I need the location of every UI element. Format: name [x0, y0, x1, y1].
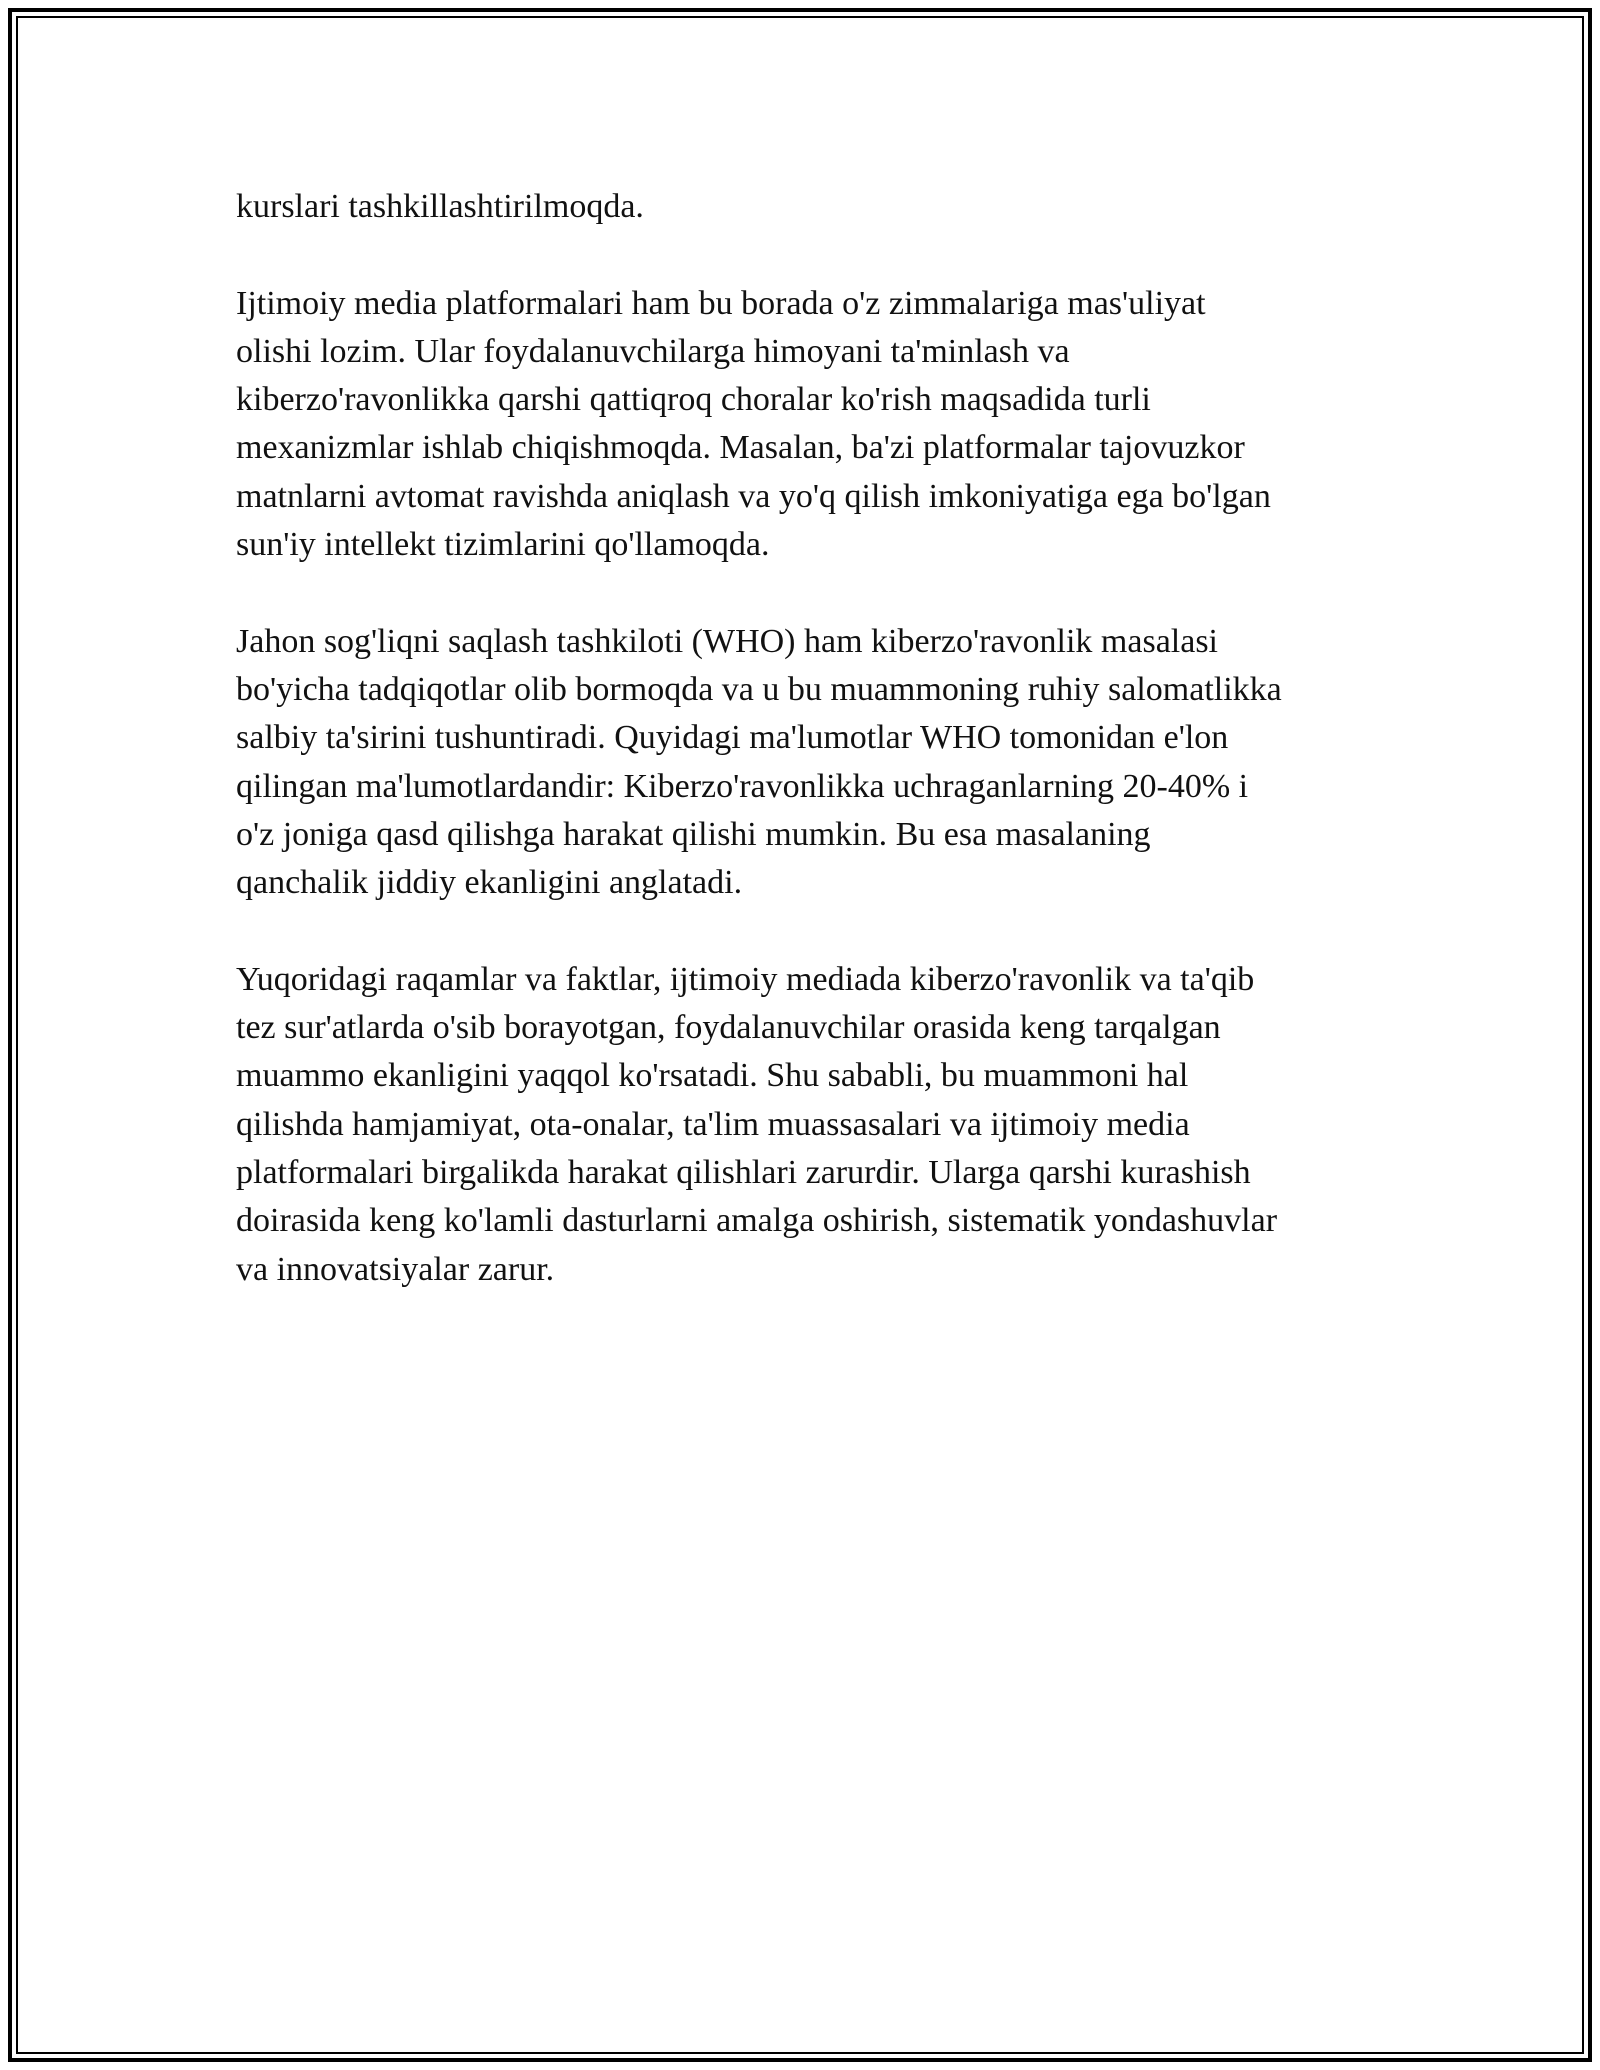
document-body: [236, 183, 1386, 1342]
paragraph-4: Yuqoridagi raqamlar va faktlar, ijtimoiy mediada kiberzo'ravonlik va ta'qib tez sur'atlarda o'sib borayotgan, foydalanuvchilar orasida keng tarqalgan muammo ekanligini yaqqol ko'rsatadi. Shu sababli, bu muammoni hal qilishda hamjamiyat, ota-onalar, ta'lim muassasalari va ijtimoiy media platformalari birgalikda harakat qilishlari zarurdir. Ularga qarshi kurashish doirasida keng ko'lamli dasturlarni amalga oshirish, sistematik yondashuvlar va innovatsiyalar zarur.: [236, 960, 1278, 1288]
paragraph-1: kurslari tashkillashtirilmoqda.: [236, 188, 644, 225]
paragraph-2: Ijtimoiy media platformalari ham bu borada o'z zimmalariga mas'uliyat olishi lozim. Ular foydalanuvchilarga himoyani ta'minlash va kiberzo'ravonlikka qarshi qattiqroq choralar ko'rish maqsadida turli mexanizmlar ishlab chiqishmoqda. Masalan, ba'zi platformalar tajovuzkor matnlarni avtomat ravishda aniqlash va yo'q qilish imkoniyatiga ega bo'lgan sun'iy intellekt tizimlarini qo'llamoqda.: [236, 284, 1271, 564]
paragraph-3: Jahon sog'liqni saqlash tashkiloti (WHO) ham kiberzo'ravonlik masalasi bo'yicha tadqiqotlar olib bormoqda va u bu muammoning ruhiy salomatlikka salbiy ta'sirini tushuntiradi. Quyidagi ma'lumotlar WHO tomonidan e'lon qilingan ma'lumotlardandir: Kiberzo'ravonlikka uchraganlarning 20-40% i o'z joniga qasd qilishga harakat qilishi mumkin. Bu esa masalaning qanchalik jiddiy ekanligini anglatadi.: [236, 622, 1282, 902]
